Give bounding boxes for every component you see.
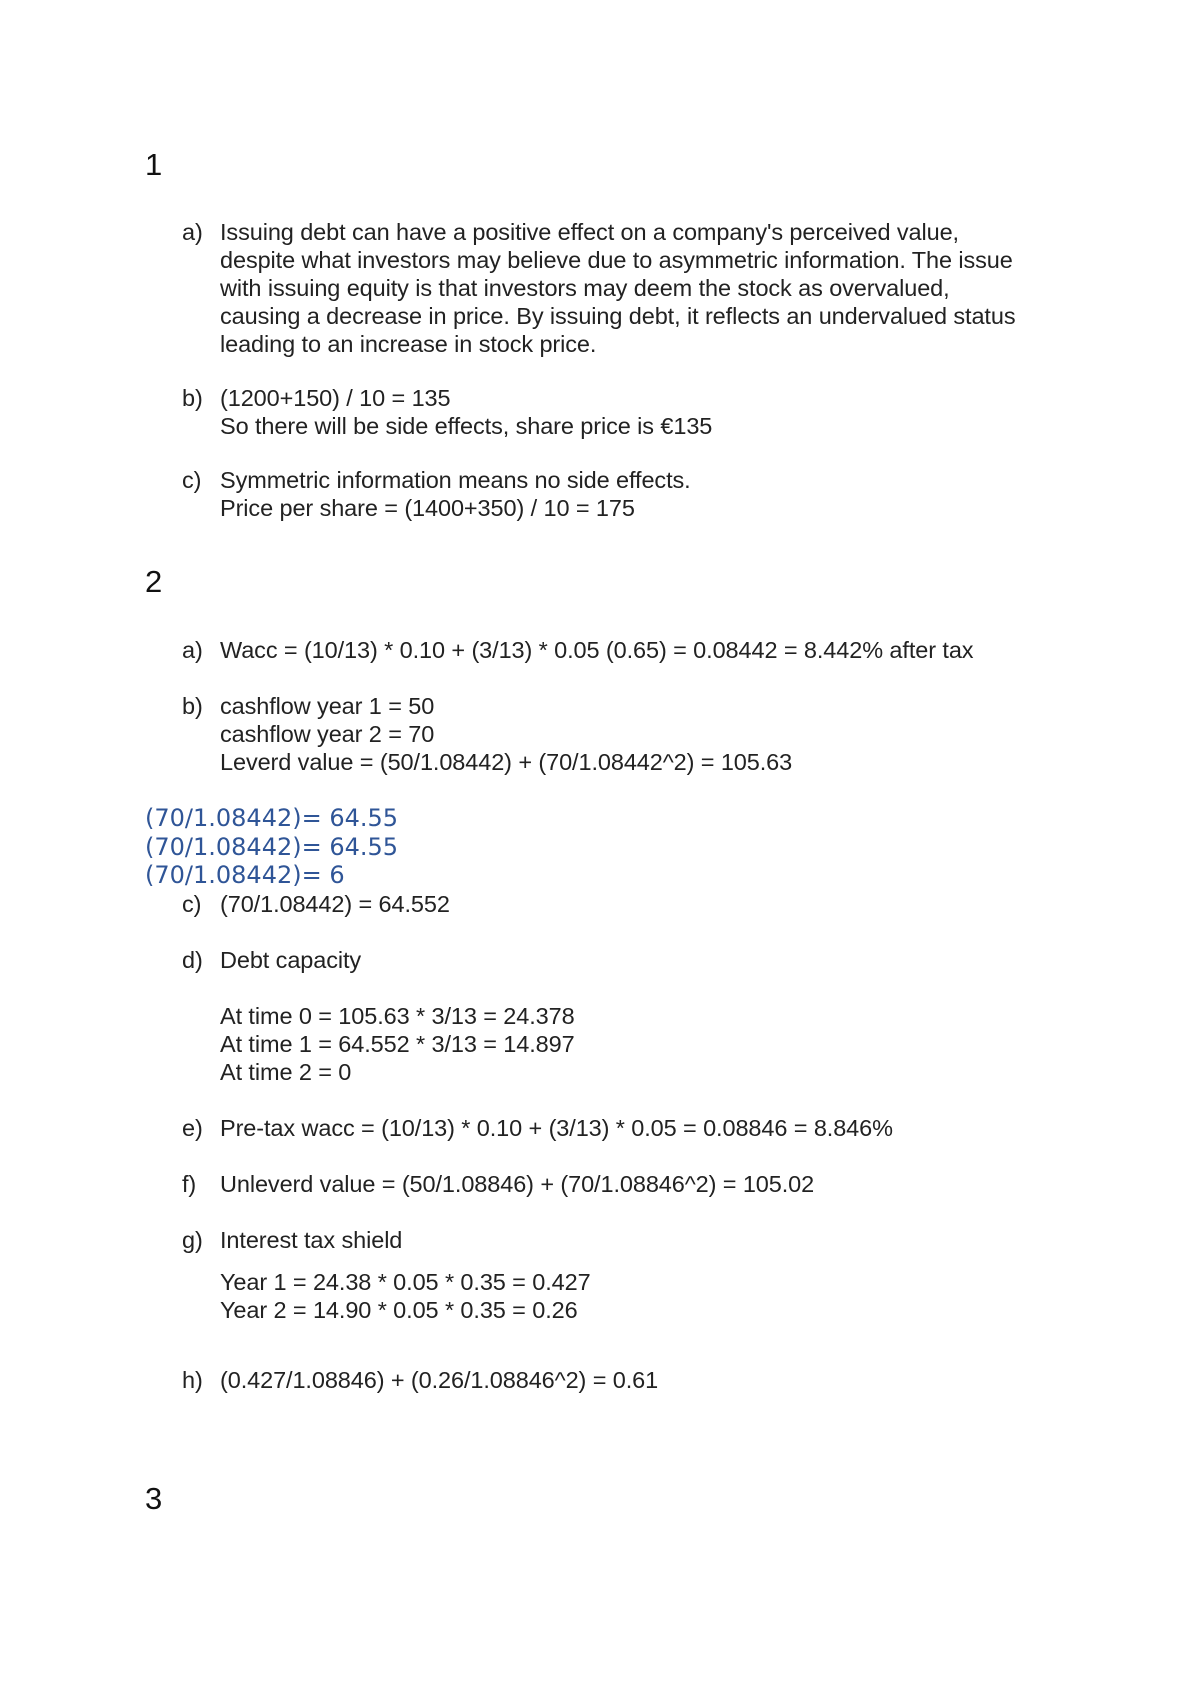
text-line: Issuing debt can have a positive effect on a company's perceived value, [220,219,959,245]
item-label: b) [182,693,203,719]
answer-2f [182,1170,1082,1198]
text-line: Debt capacity [220,947,362,973]
section-number: 3 [145,1481,163,1516]
blank-line [220,974,1082,1002]
text-line: cashflow year 2 = 70 [220,721,435,747]
item-label: c) [182,891,202,917]
item-label: b) [182,385,203,411]
text-line: Interest tax shield [220,1227,403,1253]
answer-1c [182,466,1082,522]
answer-2c [182,890,1082,918]
answer-2h [182,1366,1082,1394]
inserted-math-block [145,804,398,890]
text-line: Wacc = (10/13) * 0.10 + (3/13) * 0.05 (0.65) = 0.08442 = 8.442% after tax [220,637,974,663]
item-label: g) [182,1227,203,1253]
item-label: h) [182,1367,203,1393]
text-line: Price per share = (1400+350) / 10 = 175 [220,495,635,521]
answer-1a [182,218,1082,358]
math-equation: (70/1.08442)= 64.55 [145,804,399,832]
item-label: a) [182,219,203,245]
text-line: Symmetric information means no side effects. [220,467,691,493]
text-line: (70/1.08442) = 64.552 [220,891,450,917]
answer-1b [182,384,1082,440]
item-label: f) [182,1171,197,1197]
text-line: cashflow year 1 = 50 [220,693,435,719]
math-equation: (70/1.08442)= 64.55 [145,832,399,861]
answer-2a [182,636,1082,664]
text-line: (1200+150) / 10 = 135 [220,385,451,411]
text-line: At time 2 = 0 [220,1059,352,1085]
text-line: Year 2 = 14.90 * 0.05 * 0.35 = 0.26 [220,1297,578,1323]
text-line: At time 1 = 64.552 * 3/13 = 14.897 [220,1031,575,1057]
section-number: 1 [145,147,163,182]
text-line: leading to an increase in stock price. [220,331,597,357]
text-line: Unleverd value = (50/1.08846) + (70/1.08846^2) = 105.02 [220,1171,815,1197]
answer-2b [182,692,1082,776]
item-label: a) [182,637,203,663]
blank-line [220,1254,1082,1268]
item-label: e) [182,1115,203,1141]
text-line: causing a decrease in price. By issuing debt, it reflects an undervalued status [220,303,1016,329]
math-equation: (70/1.08442)= 6 [145,861,345,889]
answer-2e [182,1114,1082,1142]
text-line: with issuing equity is that investors may deem the stock as overvalued, [220,275,950,301]
answer-2g [182,1226,1082,1324]
text-line: despite what investors may believe due to asymmetric information. The issue [220,247,1013,273]
text-line: At time 0 = 105.63 * 3/13 = 24.378 [220,1003,575,1029]
text-line: Leverd value = (50/1.08442) + (70/1.08442^2) = 105.63 [220,749,793,775]
text-line: (0.427/1.08846) + (0.26/1.08846^2) = 0.61 [220,1367,659,1393]
item-label: d) [182,947,203,973]
text-line: Year 1 = 24.38 * 0.05 * 0.35 = 0.427 [220,1269,591,1295]
item-label: c) [182,467,202,493]
text-line: Pre-tax wacc = (10/13) * 0.10 + (3/13) * 0.05 = 0.08846 = 8.846% [220,1115,893,1141]
answer-2d [182,946,1082,1086]
section-number: 2 [145,564,163,599]
text-line: So there will be side effects, share price is €135 [220,413,713,439]
